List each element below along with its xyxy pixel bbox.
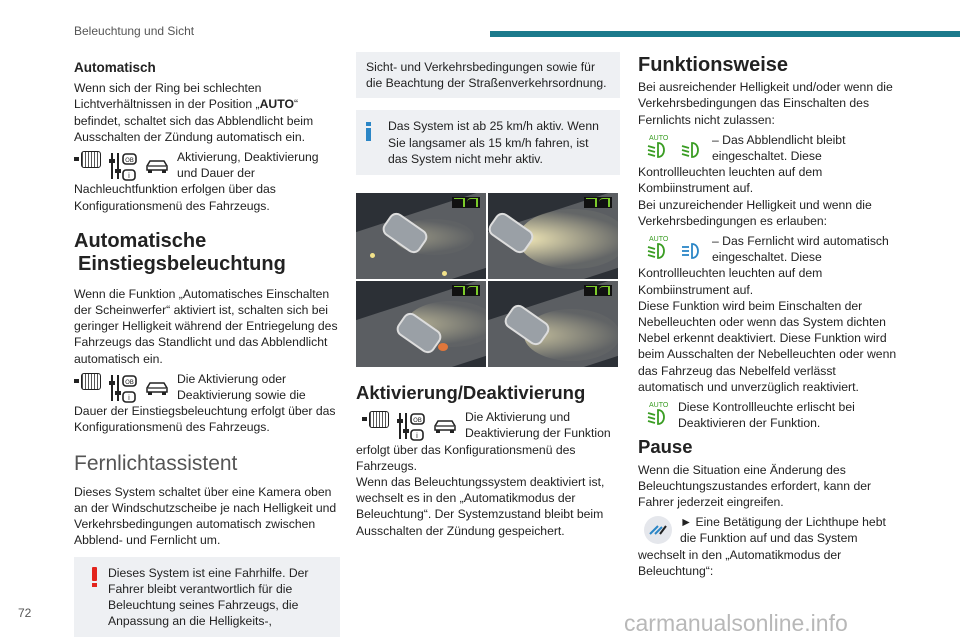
lamp-off-note: AUTO Diese Kontrollleuchte erlischt bei Deaktivieren der Funktion.	[638, 399, 904, 431]
automatic-menu-note: Aktivierung, Deaktivierung und Dauer der Nachleuchtfunktion erfolgen über das Konfigurationsmenü des Fahrzeugs.	[74, 150, 319, 213]
section-title: Beleuchtung und Sicht	[74, 24, 195, 38]
heading-activation: Aktivierung/Deaktivierung	[356, 382, 586, 404]
heading-entry-lighting: Automatische Einstiegsbeleuchtung	[74, 229, 286, 275]
car-lights-icon	[433, 417, 457, 435]
illustration-high-beam-on	[488, 193, 618, 279]
car-lights-icon	[145, 379, 169, 397]
column-middle	[356, 52, 620, 543]
menu-icons	[362, 409, 457, 441]
illustration-following	[488, 281, 618, 367]
pause-text: Wenn die Situation eine Änderung des Beleuchtungszustandes erfordert, kann der Fahrer jederzeit eingreifen.	[638, 462, 872, 510]
info-note: Das System ist ab 25 km/h aktiv. Wenn Sie langsamer als 15 km/h fahren, ist das System nicht mehr aktiv.	[356, 110, 620, 175]
auto-low-beam-icon: AUTO	[646, 401, 670, 431]
activation-text: Wenn das Beleuchtungssystem deaktiviert ist, wechselt es in den „Automatikmodus der Beleuchtung“. Der Systemzustand bleibt beim Ausschalten der Zündung gespeichert.	[356, 475, 605, 538]
car-lights-icon	[145, 157, 169, 175]
activation-menu-note: Die Aktivierung und Deaktivierung der Funktion erfolgt über das Konfigurationsmenü des Fahrzeugs.	[356, 410, 611, 473]
warning-continued: Sicht- und Verkehrsbedingungen sowie für die Beachtung der Straßenverkehrsordnung.	[356, 52, 620, 98]
lamp-icons	[646, 132, 704, 156]
settings-menu-icon	[108, 151, 138, 183]
low-beam-icon	[680, 140, 704, 160]
illustration-cyclist	[356, 281, 486, 367]
illustration-oncoming-dark	[356, 193, 486, 279]
page-number: 72	[18, 606, 32, 620]
auto-low-beam-icon: AUTO	[646, 134, 670, 164]
light-switch-icon	[74, 373, 101, 389]
info-icon	[366, 122, 371, 142]
assist-text: Dieses System schaltet über eine Kamera oben an der Windschutzscheibe je nach Helligkeit und Verkehrsbedingungen automatisch zwischen Abblend- und Fernlicht um.	[74, 484, 337, 548]
pause-flash-note: ► Eine Betätigung der Lichthupe hebt die Funktion auf und das System wechselt in den „Automatikmodus der Beleuchtung“:	[638, 515, 886, 578]
light-switch-icon	[74, 151, 101, 167]
menu-icons	[74, 371, 169, 403]
high-beam-icon	[680, 241, 704, 261]
column-left	[74, 57, 340, 637]
menu-icons	[74, 149, 169, 181]
watermark: carmanualsonline.info	[624, 610, 848, 636]
heading-pause: Pause	[638, 436, 693, 458]
headlight-flash-icon	[644, 516, 672, 544]
automatic-text: Wenn sich der Ring bei schlechten Lichtverhältnissen in der Position „AUTO“ befindet, schaltet sich das Abblendlicht beim Ausschalten der Zündung automatisch ein.	[74, 81, 314, 144]
settings-menu-icon	[396, 411, 426, 443]
flash-icon-group	[644, 514, 672, 542]
auto-label: AUTO	[259, 97, 294, 112]
heading-high-beam-assist: Fernlichtassistent	[74, 451, 238, 475]
heading-function: Funktionsweise	[638, 54, 789, 76]
auto-high-beam-icon: AUTO	[646, 235, 670, 265]
high-beam-note: AUTO – Das Fernlicht wird automatisch eingeschaltet. Diese Kontrollleuchten leuchten auf dem Kombiinstrument auf.	[638, 234, 889, 297]
low-beam-note: AUTO – Das Abblendlicht bleibt eingeschaltet. Diese Kontrollleuchten leuchten auf dem Kombiinstrument auf.	[638, 132, 846, 196]
warning-note: Dieses System ist eine Fahrhilfe. Der Fahrer bleibt verantwortlich für die Beleuchtung seines Fahrzeugs, die Anpassung an die Helligkeits-,	[74, 557, 340, 638]
lamp-icons	[646, 399, 670, 423]
function-intro: Bei ausreichender Helligkeit und/oder wenn die Verkehrsbedingungen das Einschalten des Fernlichts nicht zulassen:	[638, 80, 893, 127]
high-beam-illustration	[356, 193, 618, 367]
heading-automatic: Automatisch	[74, 60, 156, 75]
column-right	[638, 54, 904, 579]
function-intro-2: Bei unzureichender Helligkeit und wenn die Verkehrsbedingungen es erlauben:	[638, 197, 872, 228]
entry-text: Wenn die Funktion „Automatisches Einschalten der Scheinwerfer“ aktiviert ist, schalten sich bei geringer Helligkeit während der Entriegelung des Fahrzeugs das Standlicht und das Abblendlicht automatisch ein.	[74, 286, 338, 366]
settings-menu-icon	[108, 373, 138, 405]
light-switch-icon	[362, 411, 389, 427]
entry-menu-note: Die Aktivierung oder Deaktivierung sowie die Dauer der Einstiegsbeleuchtung erfolgt über das Konfigurationsmenü des Fahrzeugs.	[74, 371, 336, 435]
lamp-icons	[646, 233, 704, 257]
fog-text: Diese Funktion wird beim Einschalten der Nebelleuchten oder wenn das System dichten Nebel erkennt deaktiviert. Diese Funktion wird beim Ausschalten der Nebelleuchten oder wenn das Fahrzeug das Nebelfeld verlässt automatisch und unverzüglich reaktiviert.	[638, 298, 897, 394]
warning-icon	[92, 567, 98, 587]
header-accent-bar	[490, 31, 960, 37]
